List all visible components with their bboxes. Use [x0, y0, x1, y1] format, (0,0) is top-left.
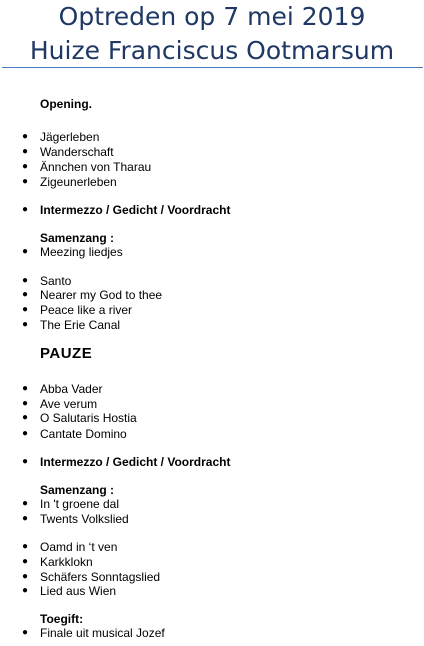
bullet: ●	[22, 556, 29, 567]
bullet: ●	[22, 412, 29, 423]
list-item: Meezing liedjes	[40, 245, 123, 259]
bullet: ●	[22, 541, 29, 552]
bullet: ●	[22, 585, 29, 596]
bullet: ●	[22, 146, 29, 157]
list-item: Finale uit musical Jozef	[40, 626, 165, 640]
bullet: ●	[22, 319, 29, 330]
bullet: ●	[22, 161, 29, 172]
title-divider	[2, 67, 423, 68]
bullet: ●	[22, 428, 29, 439]
bullet: ●	[22, 304, 29, 315]
list-item: O Salutaris Hostia	[40, 411, 137, 425]
list-item: Ave verum	[40, 397, 98, 411]
list-item: Ännchen von Tharau	[40, 160, 152, 174]
page-title-line-1: Optreden op 7 mei 2019	[58, 2, 366, 31]
page-title-line-2: Huize Franciscus Ootmarsum	[29, 36, 395, 65]
bullet: ●	[22, 246, 29, 257]
toegift-heading: Toegift:	[40, 612, 84, 626]
bullet: ●	[22, 131, 29, 142]
intermezzo-heading: Intermezzo / Gedicht / Voordracht	[40, 203, 231, 217]
bullet: ●	[22, 456, 29, 467]
bullet: ●	[22, 398, 29, 409]
list-item: Peace like a river	[40, 303, 133, 317]
pauze-heading: PAUZE	[40, 345, 93, 362]
bullet: ●	[22, 204, 29, 215]
list-item: Wanderschaft	[40, 145, 114, 159]
list-item: Nearer my God to thee	[40, 288, 163, 302]
bullet: ●	[22, 289, 29, 300]
samenzang-heading: Samenzang :	[40, 231, 115, 245]
list-item: Jägerleben	[40, 130, 100, 144]
bullet: ●	[22, 275, 29, 286]
list-item: The Erie Canal	[40, 318, 121, 332]
list-item: Oamd in ‘t ven	[40, 540, 118, 554]
list-item: Schäfers Sonntagslied	[40, 570, 161, 584]
opening-heading: Opening.	[40, 97, 92, 111]
list-item: Zigeunerleben	[40, 175, 117, 189]
bullet: ●	[22, 627, 29, 638]
list-item: Twents Volkslied	[40, 512, 129, 526]
bullet: ●	[22, 176, 29, 187]
intermezzo-heading: Intermezzo / Gedicht / Voordracht	[40, 455, 231, 469]
list-item: Santo	[40, 274, 72, 288]
bullet: ●	[22, 383, 29, 394]
bullet: ●	[22, 498, 29, 509]
list-item: In 't groene dal	[40, 497, 120, 511]
list-item: Karkklokn	[40, 555, 93, 569]
bullet: ●	[22, 571, 29, 582]
bullet: ●	[22, 513, 29, 524]
list-item: Lied aus Wien	[40, 584, 117, 598]
list-item: Cantate Domino	[40, 427, 127, 441]
samenzang-heading: Samenzang :	[40, 483, 115, 497]
list-item: Abba Vader	[40, 382, 103, 396]
